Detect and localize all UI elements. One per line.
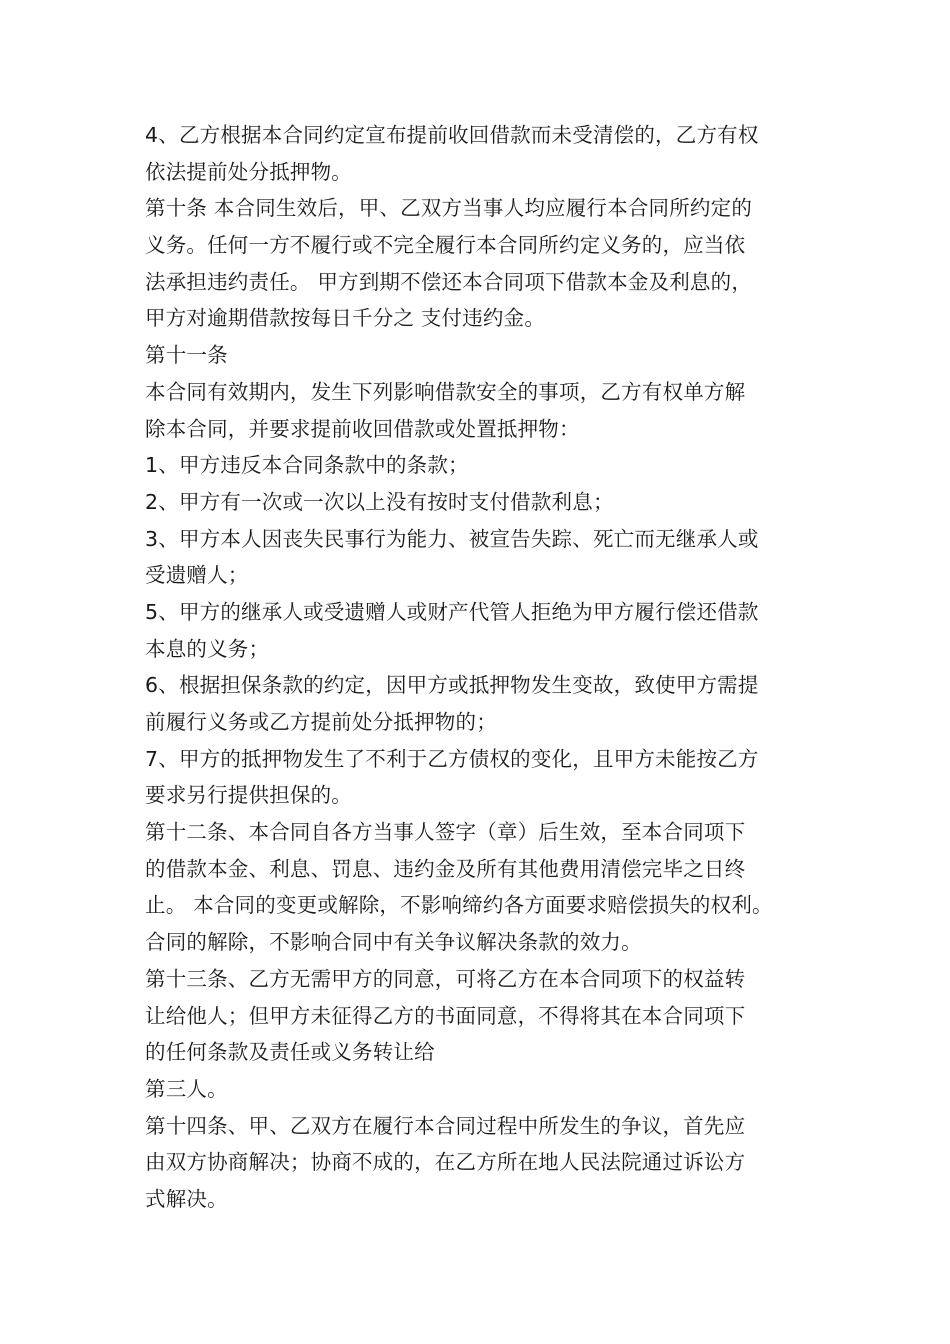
text-line: 前履行义务或乙方提前处分抵押物的； [145,710,497,734]
text-line: 第十二条、本合同自各方当事人签字（章）后生效，至本合同项下 [145,820,746,845]
text-line: 法承担违约责任。 甲方到期不偿还本合同项下借款本金及利息的， [145,269,753,294]
text-line: 4、乙方根据本合同约定宣布提前收回借款而未受清偿的，乙方有权 [145,123,759,147]
text-line: 3、甲方本人因丧失民事行为能力、被宣告失踪、死亡而无继承人或 [145,526,759,551]
text-line: 除本合同，并要求提前收回借款或处置抵押物： [145,416,580,441]
document-body [145,117,810,1218]
text-line: 甲方对逾期借款按每日千分之 支付违约金。 [145,306,546,331]
text-line: 2、甲方有一次或一次以上没有按时支付借款利息； [145,489,614,514]
text-line: 受遗赠人； [145,563,249,588]
text-line: 止。 本合同的变更或解除，不影响缔约各方面要求赔偿损失的权利。 [145,893,773,918]
text-line: 式解决。 [145,1186,228,1211]
text-line: 5、甲方的继承人或受遗赠人或财产代管人拒绝为甲方履行偿还借款 [145,599,759,624]
text-line: 6、根据担保条款的约定，因甲方或抵押物发生变故，致使甲方需提 [145,673,759,698]
text-line: 让给他人；但甲方未征得乙方的书面同意，不得将其在本合同项下 [145,1003,746,1028]
text-line: 要求另行提供担保的。 [145,783,352,808]
text-line: 的借款本金、利息、罚息、违约金及所有其他费用清偿完毕之日终 [145,856,746,881]
text-line: 依法提前处分抵押物。 [145,159,352,184]
text-line: 义务。任何一方不履行或不完全履行本合同所约定义务的，应当依 [145,233,746,258]
text-line: 第十四条、甲、乙双方在履行本合同过程中所发生的争议，首先应 [145,1113,746,1138]
text-line: 第十一条 [145,343,228,368]
text-line: 第三人。 [145,1076,228,1101]
text-line: 本息的义务； [145,636,270,661]
text-line: 7、甲方的抵押物发生了不利于乙方债权的变化，且甲方未能按乙方 [145,746,759,771]
text-line: 合同的解除，不影响合同中有关争议解决条款的效力。 [145,930,642,955]
text-line: 第十三条、乙方无需甲方的同意，可将乙方在本合同项下的权益转 [145,966,746,991]
text-line: 由双方协商解决；协商不成的，在乙方所在地人民法院通过诉讼方 [145,1150,746,1175]
text-line: 1、甲方违反本合同条款中的条款； [145,453,469,478]
text-line: 第十条 本合同生效后，甲、乙双方当事人均应履行本合同所约定的 [145,196,753,221]
text-line: 本合同有效期内，发生下列影响借款安全的事项，乙方有权单方解 [145,379,746,404]
text-line: 的任何条款及责任或义务转让给 [145,1040,435,1065]
